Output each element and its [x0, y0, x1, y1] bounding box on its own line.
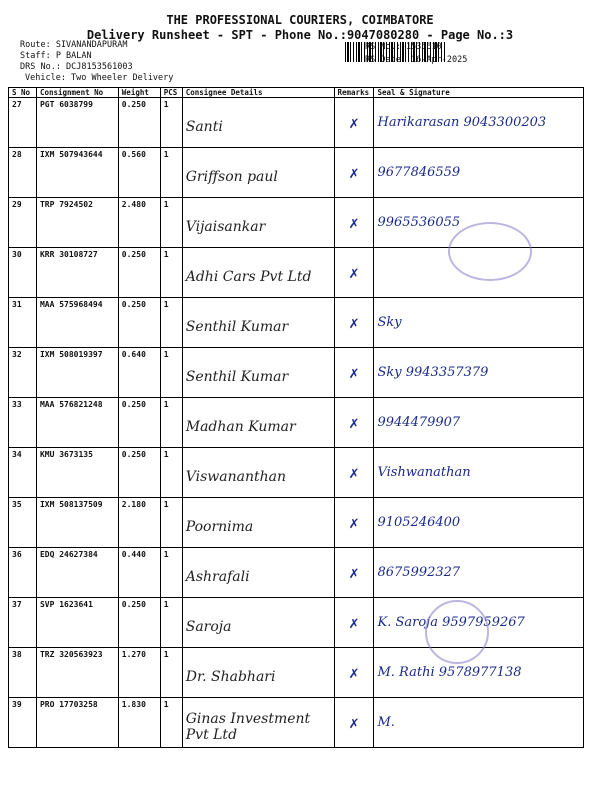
row-pcs: 1: [160, 648, 182, 698]
row-remarks: ✗: [334, 248, 374, 298]
row-signature: K. Saroja 9597959267: [374, 598, 584, 648]
row-consignment: MAA 575968494: [36, 298, 118, 348]
vehicle-label: Vehicle: Two Wheeler Delivery: [25, 73, 174, 83]
row-consignment: IXM 508019397: [36, 348, 118, 398]
row-consignee: Adhi Cars Pvt Ltd: [182, 248, 334, 298]
row-sno: 36: [9, 548, 37, 598]
col-weight: Weight: [118, 88, 160, 98]
row-consignee: Dr. Shabhari: [182, 648, 334, 698]
table-row: [9, 598, 584, 648]
row-consignee: Santi: [182, 98, 334, 148]
row-consignee: Viswananthan: [182, 448, 334, 498]
seal-stamp-2: [425, 600, 489, 664]
row-consignee: Senthil Kumar: [182, 348, 334, 398]
row-signature: Sky 9943357379: [374, 348, 584, 398]
col-pcs: PCS: [160, 88, 182, 98]
seal-stamp: [448, 222, 532, 281]
row-signature: 8675992327: [374, 548, 584, 598]
table-row: [9, 348, 584, 398]
row-pcs: 1: [160, 548, 182, 598]
row-weight: 0.250: [118, 98, 160, 148]
row-signature: 9944479907: [374, 398, 584, 448]
row-sno: 38: [9, 648, 37, 698]
table-row: [9, 148, 584, 198]
row-signature: M. Rathi 9578977138: [374, 648, 584, 698]
row-pcs: 1: [160, 148, 182, 198]
row-consignment: PGT 6038799: [36, 98, 118, 148]
row-pcs: 1: [160, 348, 182, 398]
row-remarks: ✗: [334, 648, 374, 698]
row-pcs: 1: [160, 298, 182, 348]
row-remarks: ✗: [334, 498, 374, 548]
row-sno: 30: [9, 248, 37, 298]
row-signature: Harikarasan 9043300203: [374, 98, 584, 148]
table-row: [9, 498, 584, 548]
row-remarks: ✗: [334, 398, 374, 448]
row-pcs: 1: [160, 98, 182, 148]
row-sno: 32: [9, 348, 37, 398]
row-pcs: 1: [160, 198, 182, 248]
row-consignment: IXM 508137509: [36, 498, 118, 548]
row-consignee: Ginas Investment Pvt Ltd: [182, 698, 334, 748]
row-consignment: SVP 1623641: [36, 598, 118, 648]
table-row: [9, 698, 584, 748]
row-remarks: ✗: [334, 598, 374, 648]
row-sno: 39: [9, 698, 37, 748]
row-weight: 0.560: [118, 148, 160, 198]
table-row: [9, 398, 584, 448]
row-remarks: ✗: [334, 448, 374, 498]
row-signature: 9677846559: [374, 148, 584, 198]
row-sno: 27: [9, 98, 37, 148]
row-remarks: ✗: [334, 148, 374, 198]
row-weight: 0.250: [118, 248, 160, 298]
table-row: [9, 648, 584, 698]
row-consignee: Saroja: [182, 598, 334, 648]
route-label: Route: SIVANANDAPURAM: [20, 40, 128, 50]
staff-label: Staff: P BALAN: [20, 51, 92, 61]
row-consignee: Senthil Kumar: [182, 298, 334, 348]
rs-date: RS Date: 16-Apr-2025: [365, 55, 468, 65]
col-signature: Seal & Signature: [374, 88, 584, 98]
row-sno: 28: [9, 148, 37, 198]
row-consignee: Vijaisankar: [182, 198, 334, 248]
row-sno: 34: [9, 448, 37, 498]
row-weight: 0.250: [118, 448, 160, 498]
row-signature: 9965536055: [374, 198, 584, 248]
row-sno: 35: [9, 498, 37, 548]
row-weight: 0.250: [118, 598, 160, 648]
row-remarks: ✗: [334, 298, 374, 348]
table-row: [9, 548, 584, 598]
row-weight: 0.640: [118, 348, 160, 398]
row-weight: 1.270: [118, 648, 160, 698]
table-header: [9, 88, 584, 98]
row-consignment: TRZ 320563923: [36, 648, 118, 698]
table-row: [9, 298, 584, 348]
row-remarks: ✗: [334, 348, 374, 398]
col-consignee: Consignee Details: [182, 88, 334, 98]
row-weight: 2.480: [118, 198, 160, 248]
row-consignee: Ashrafali: [182, 548, 334, 598]
row-weight: 0.440: [118, 548, 160, 598]
row-weight: 1.830: [118, 698, 160, 748]
row-remarks: ✗: [334, 698, 374, 748]
row-sno: 37: [9, 598, 37, 648]
row-signature: 9105246400: [374, 498, 584, 548]
company-title: THE PROFESSIONAL COURIERS, COIMBATORE: [166, 13, 434, 27]
row-remarks: ✗: [334, 98, 374, 148]
row-consignee: Poornima: [182, 498, 334, 548]
row-consignee: Madhan Kumar: [182, 398, 334, 448]
row-consignment: TRP 7924502: [36, 198, 118, 248]
row-pcs: 1: [160, 498, 182, 548]
row-consignment: EDQ 24627384: [36, 548, 118, 598]
rs-number: RS No.: 1535610: [365, 42, 442, 52]
table-row: [9, 98, 584, 148]
row-weight: 0.250: [118, 398, 160, 448]
runsheet-subtitle: Delivery Runsheet - SPT - Phone No.:9047080280 - Page No.:3: [86, 28, 514, 42]
col-sno: S No: [9, 88, 37, 98]
row-weight: 2.180: [118, 498, 160, 548]
row-consignment: IXM 507943644: [36, 148, 118, 198]
row-remarks: ✗: [334, 548, 374, 598]
row-signature: Vishwanathan: [374, 448, 584, 498]
row-remarks: ✗: [334, 198, 374, 248]
col-consignment: Consignment No: [36, 88, 118, 98]
row-signature: Sky: [374, 298, 584, 348]
row-consignment: KRR 30108727: [36, 248, 118, 298]
row-consignment: KMU 3673135: [36, 448, 118, 498]
runsheet-table: [8, 87, 584, 748]
row-weight: 0.250: [118, 298, 160, 348]
drs-label: DRS No.: DCJ8153561003: [20, 62, 133, 72]
row-consignment: MAA 576821248: [36, 398, 118, 448]
row-pcs: 1: [160, 448, 182, 498]
row-signature: M.: [374, 698, 584, 748]
row-consignee: Griffson paul: [182, 148, 334, 198]
row-sno: 29: [9, 198, 37, 248]
row-pcs: 1: [160, 248, 182, 298]
row-sno: 31: [9, 298, 37, 348]
row-sno: 33: [9, 398, 37, 448]
row-pcs: 1: [160, 598, 182, 648]
row-pcs: 1: [160, 398, 182, 448]
row-consignment: PRO 17703258: [36, 698, 118, 748]
col-remarks: Remarks: [334, 88, 374, 98]
table-row: [9, 448, 584, 498]
row-pcs: 1: [160, 698, 182, 748]
